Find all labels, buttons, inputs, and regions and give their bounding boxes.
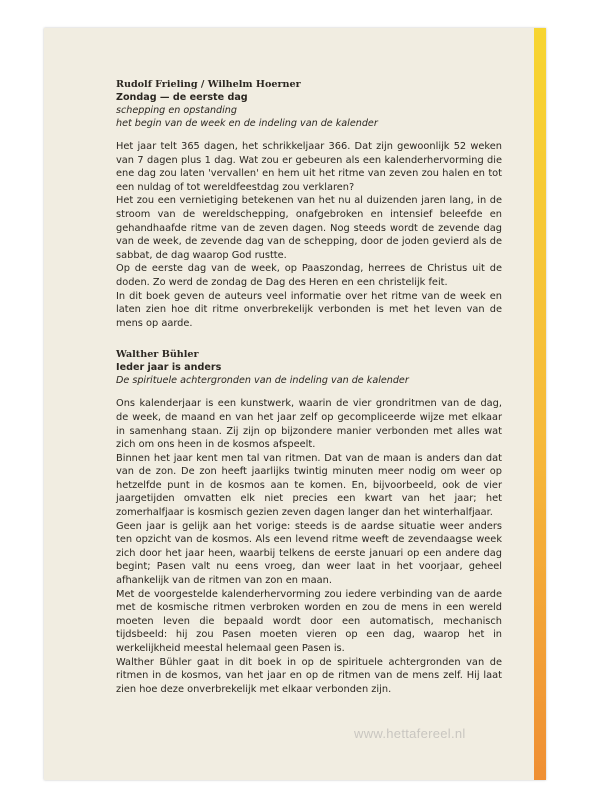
watermark: www.hettafereel.nl xyxy=(354,726,466,741)
book-subtitle: schepping en opstanding xyxy=(116,105,237,116)
book-subtitle: het begin van de week en de indeling van de kalender xyxy=(116,118,378,129)
paragraph: Ons kalenderjaar is een kunstwerk, waarin de vier grondritmen van de dag, de week, de maand en van het jaar zelf op gecompliceerde wijze met elkaar in samenhang staan. Zij zijn op bijzondere manier verbonden met alles wat zich om ons heen in de kosmos afspeelt. xyxy=(116,398,502,451)
author: Rudolf Frieling / Wilhelm Hoerner xyxy=(116,79,301,90)
paragraph: Het jaar telt 365 dagen, het schrikkeljaar 366. Dat zijn gewoonlijk 52 weken van 7 dagen plus 1 dag. Wat zou er gebeuren als een kalenderhervorming die ene dag zou laten 'vervallen' en hem uit het ritme van zeven zou halen en tot een nuldag of tot wereldfeestdag zou verklaren? xyxy=(116,141,502,193)
book-title: Zondag — de eerste dag xyxy=(116,92,248,103)
book-description-2 xyxy=(116,348,502,696)
paragraph: In dit boek geven de auteurs veel informatie over het ritme van de week en laten zien hoe dit ritme onverbrekelijk verbonden is met het leven van de mens op aarde. xyxy=(116,290,502,329)
paragraph: Met de voorgestelde kalenderhervorming zou iedere verbinding van de aarde met de kosmische ritmen verbroken worden en zou de mens in een wereld moeten leven die bepaald wordt door een automatisch, mechanisch tijdsbeeld: hij zou Pasen moeten vieren op een dag, waarop het in werkelijkheid meestal helemaal geen Pasen is. xyxy=(116,588,502,654)
book-spine-edge xyxy=(534,28,546,780)
book-description-1 xyxy=(116,78,502,330)
paragraph: Walther Bühler gaat in dit boek in op de spirituele achtergronden van de ritmen in de kosmos, van het jaar en op de ritmen van de mens zelf. Hij laat zien hoe deze onverbrekelijk met elkaar verbonden zijn. xyxy=(116,656,502,695)
paragraph: Geen jaar is gelijk aan het vorige: steeds is de aardse situatie weer anders ten opzicht van de kosmos. Als een levend ritme weeft de zevendaagse week zich door het jaar heen, waarbij telkens de eerste januari op een andere dag begint; Pasen valt nu eens vroeg, dan weer laat in het voorjaar, geheel afhankelijk van de ritmen van zon en maan. xyxy=(116,520,502,587)
paragraph: Op de eerste dag van de week, op Paaszondag, herrees de Christus uit de doden. Zo werd de zondag de Dag des Heren en een christelijk feit. xyxy=(116,263,502,288)
paragraph: Het zou een vernietiging betekenen van het nu al duizenden jaren lang, in de stroom van de wereldschepping, onafgebroken en intensief beleefde en gehandhaafde ritme van de zeven dagen. Nog steeds wordt de zevende dag van de week, de zevende dag van de schepping, door de joden gevierd als de sabbat, de dag waarop God rustte. xyxy=(116,195,502,261)
cover-text xyxy=(116,78,502,714)
book-title: Ieder jaar is anders xyxy=(116,362,222,374)
book-back-cover xyxy=(44,28,546,780)
author: Walther Bühler xyxy=(116,349,199,361)
book-subtitle: De spirituele achtergronden van de indeling van de kalender xyxy=(116,375,409,387)
paragraph: Binnen het jaar kent men tal van ritmen. Dat van de maan is anders dan dat van de zon. De zon heeft jaarlijks twintig minuten meer nodig om weer op hetzelfde punt in de kosmos aan te komen. En, bijvoorbeeld, ook de vier jaargetijden omvatten elk niet precies een kwart van het jaar; het zomerhalfjaar is kosmisch gezien zeven dagen langer dan het winterhalfjaar. xyxy=(116,452,502,519)
